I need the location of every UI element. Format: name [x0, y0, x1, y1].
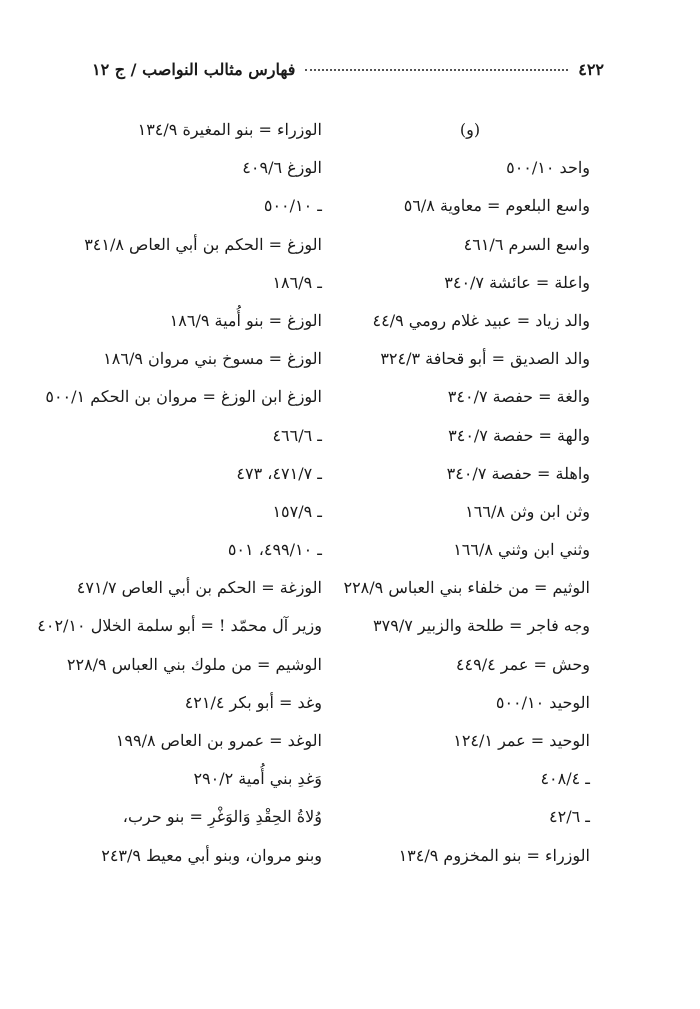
index-entry: وثن ابن وثن ١٦٦/٨: [465, 501, 590, 521]
header-leader-dots: [305, 69, 568, 71]
index-entry: ـ ٤٠٨/٤: [540, 769, 590, 789]
index-entry: وجه فاجر = طلحة والزبير ٣٧٩/٧: [373, 616, 590, 636]
index-column-right: [330, 111, 590, 875]
index-entry: وزير آل محمّد ! = أبو سلمة الخلال ٤٠٢/١٠: [37, 616, 322, 636]
index-entry: ـ ٤٦٦/٦: [272, 425, 322, 445]
index-entry: واهلة = حفصة ٣٤٠/٧: [446, 463, 590, 483]
index-entry: واسع السرم ٤٦١/٦: [463, 234, 590, 254]
index-entry: والد زياد = عبيد غلام رومي ٤٤/٩: [372, 310, 590, 330]
index-entry: الوزراء = بنو المغيرة ١٣٤/٩: [137, 120, 322, 139]
index-entry: ـ ٤٧١/٧، ٤٧٣: [236, 463, 322, 483]
section-letter: (و): [459, 120, 481, 139]
index-entry: ـ ١٨٦/٩: [272, 272, 322, 292]
index-entry: ـ ٥٠٠/١٠: [263, 196, 322, 216]
index-entry: وحش = عمر ٤٤٩/٤: [455, 654, 590, 674]
index-entry: الوزغ ابن الوزغ = مروان بن الحكم ٥٠٠/١: [45, 387, 322, 407]
index-entry: واسع البلعوم = معاوية ٥٦/٨: [403, 196, 590, 216]
page-number: ٤٢٢: [578, 60, 604, 79]
index-entry: الوزراء = بنو المخزوم ١٣٤/٩: [398, 845, 590, 865]
index-column-left: [22, 111, 322, 875]
index-entry: الوغد = عمرو بن العاص ١٩٩/٨: [115, 731, 322, 750]
index-entry: والهة = حفصة ٣٤٠/٧: [448, 425, 590, 445]
index-entry: الوزغ ٤٠٩/٦: [242, 158, 322, 178]
index-entry: الوحيد ٥٠٠/١٠: [495, 692, 590, 712]
index-entry: ـ ٤٢/٦: [549, 807, 590, 827]
index-entry: ـ ١٥٧/٩: [272, 501, 322, 521]
index-entry: وثني ابن وثني ١٦٦/٨: [453, 540, 590, 560]
page-header: [92, 60, 604, 79]
index-entry: وُلاةُ الحِقْدِ وَالوَغْرِ = بنو حرب،: [122, 807, 322, 827]
index-entry: الوزغة = الحكم بن أبي العاص ٤٧١/٧: [76, 578, 322, 598]
index-entry: وبنو مروان، وبنو أبي معيط ٢٤٣/٩: [101, 845, 322, 865]
index-entry: الوزغ = بنو أُمية ١٨٦/٩: [169, 310, 322, 330]
index-entry: وغد = أبو بكر ٤٢١/٤: [184, 692, 322, 712]
index-entry: واحد ٥٠٠/١٠: [506, 158, 590, 178]
index-entry: واعلة = عائشة ٣٤٠/٧: [444, 272, 590, 292]
index-entry: الوزغ = مسوخ بني مروان ١٨٦/٩: [103, 349, 322, 369]
index-entry: الوحيد = عمر ١٢٤/١: [453, 731, 590, 750]
running-title: فهارس مثالب النواصب / ج ١٢: [92, 60, 296, 79]
index-entry: الوشيم = من ملوك بني العباس ٢٢٨/٩: [66, 654, 322, 674]
index-entry: الوثيم = من خلفاء بني العباس ٢٢٨/٩: [343, 578, 590, 598]
index-entry: ـ ٤٩٩/١٠، ٥٠١: [227, 540, 322, 560]
index-entry: والغة = حفصة ٣٤٠/٧: [447, 387, 590, 407]
index-entry: الوزغ = الحكم بن أبي العاص ٣٤١/٨: [84, 234, 322, 254]
index-entry: والد الصديق = أبو قحافة ٣٢٤/٣: [380, 349, 590, 369]
index-entry: وَغدِ بني أُمية ٢٩٠/٢: [193, 769, 322, 789]
